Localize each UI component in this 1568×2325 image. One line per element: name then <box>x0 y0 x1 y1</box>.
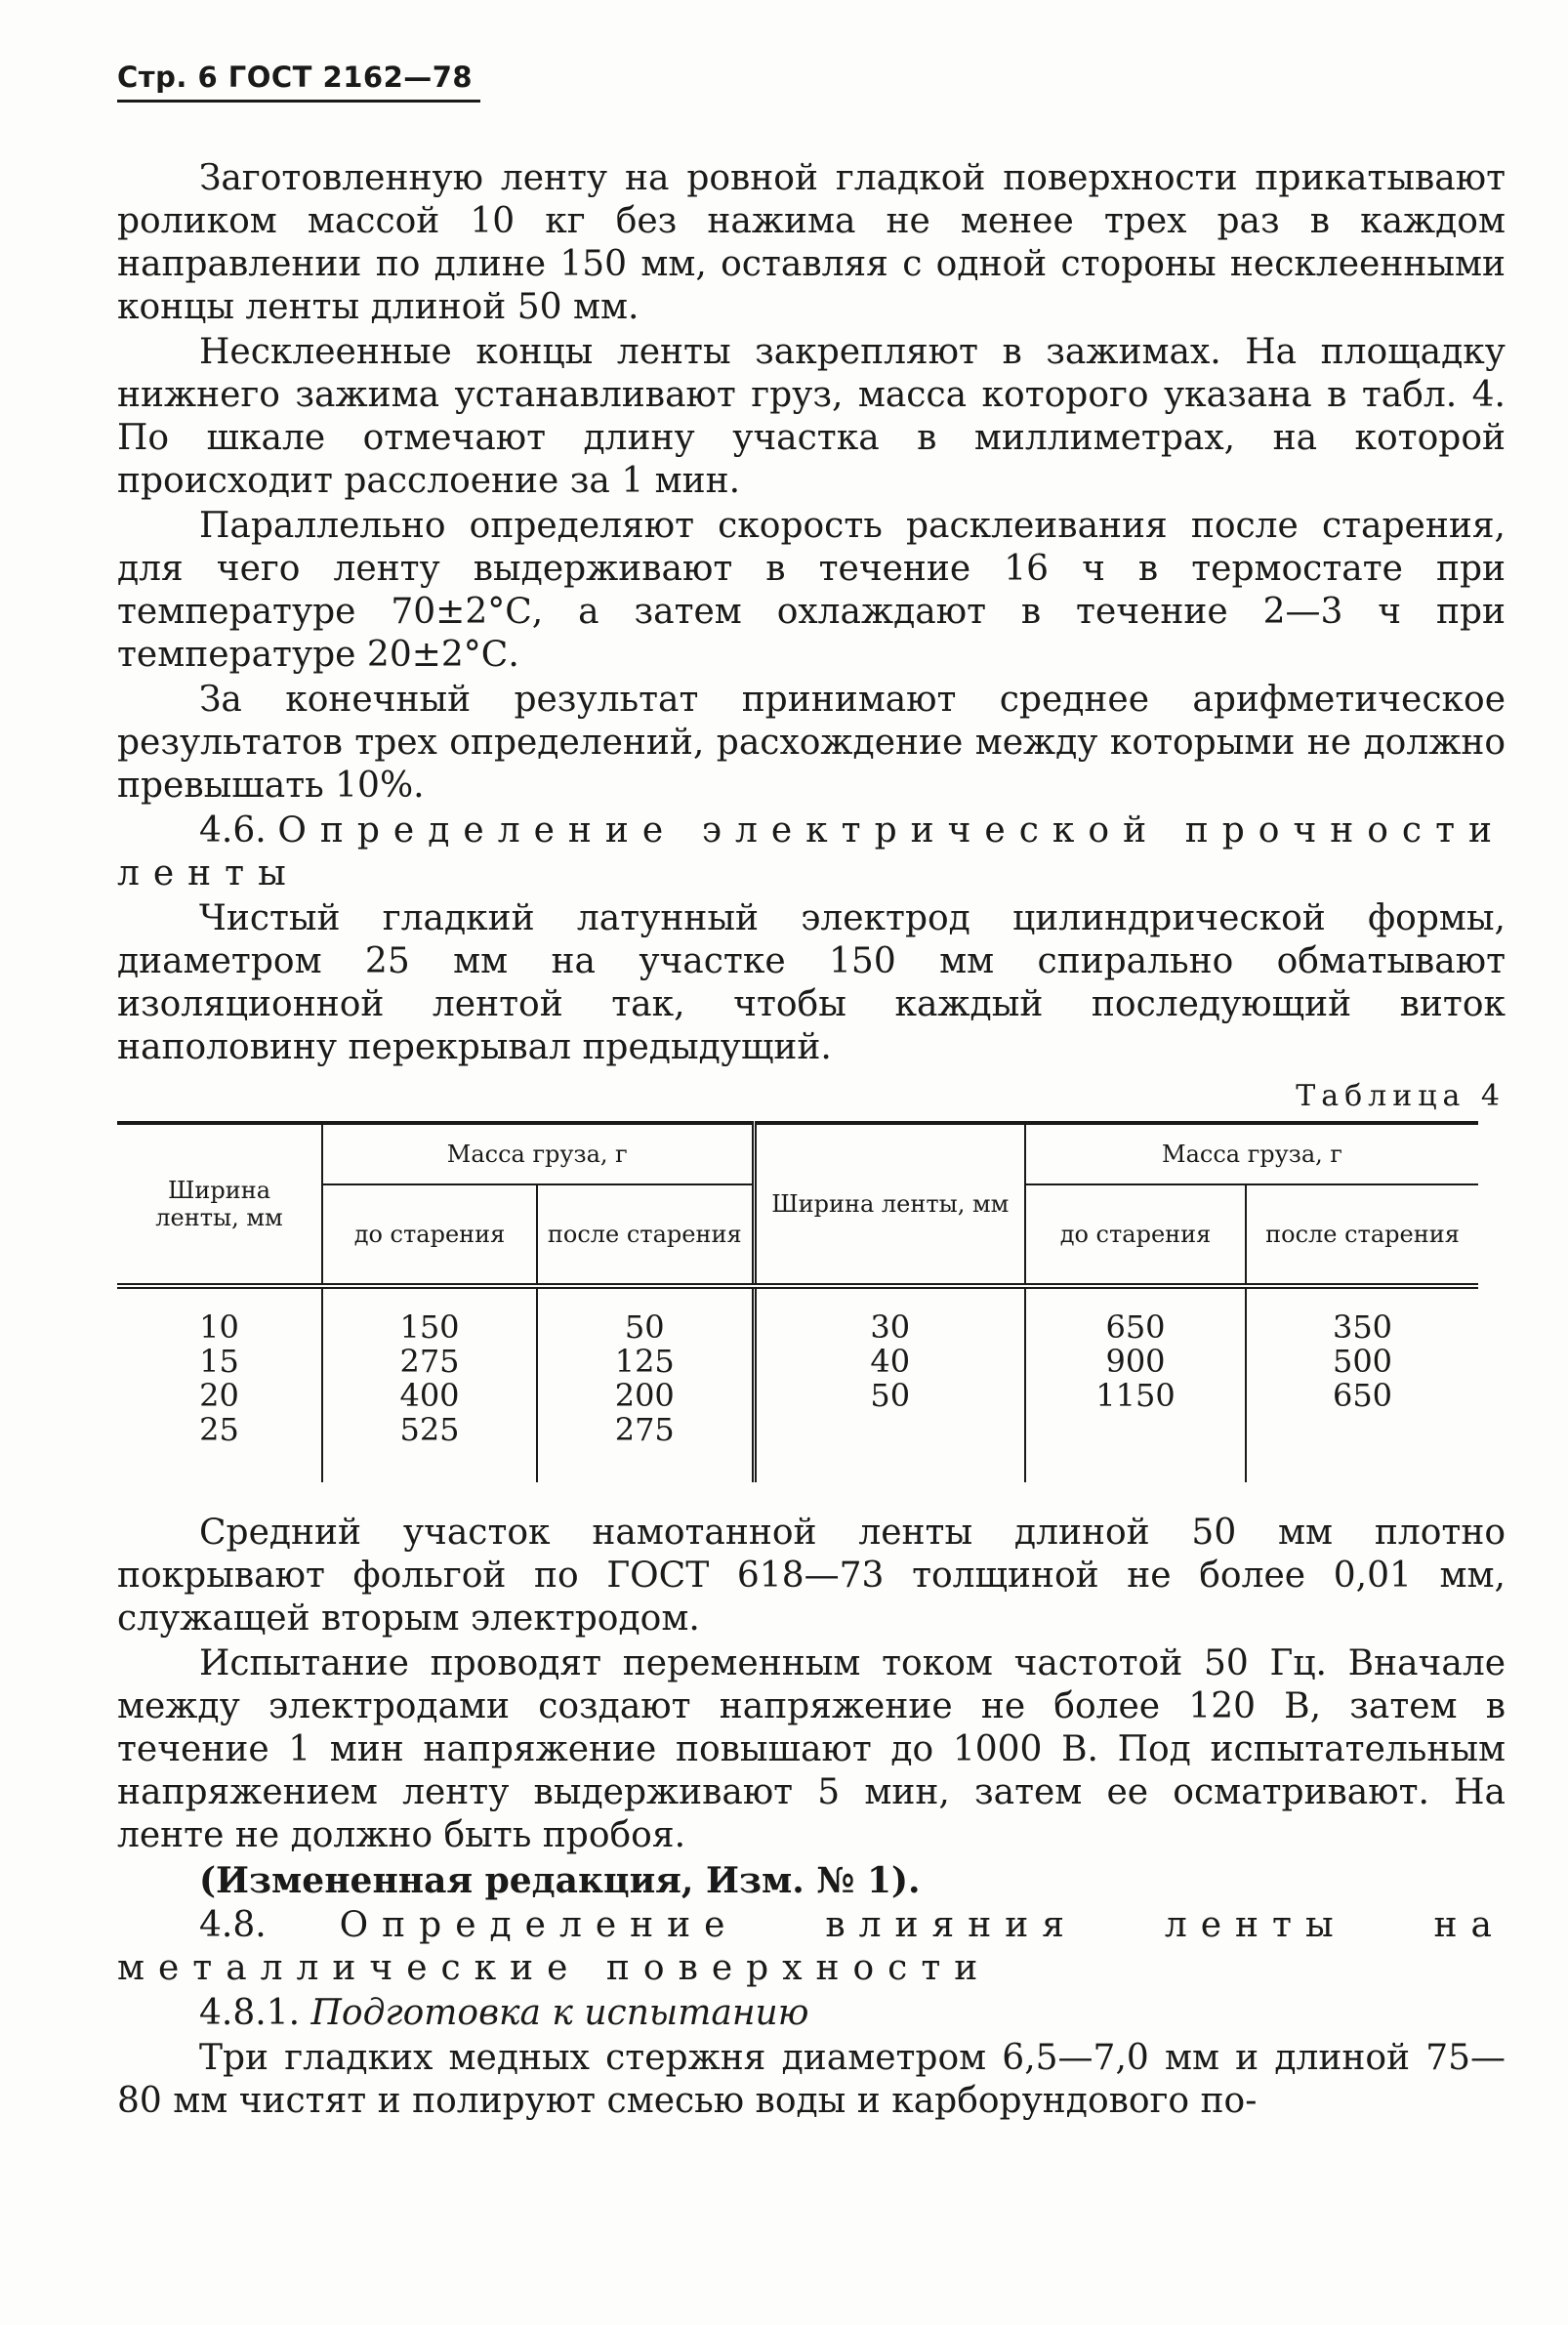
col-header-width: Ширина ленты, мм <box>155 1177 283 1231</box>
width-values-right <box>754 1286 1025 1482</box>
table-cell: 900 <box>1105 1343 1166 1380</box>
section-number: 4.8.1. <box>199 1993 301 2033</box>
table-cell: 30 <box>870 1308 911 1346</box>
page-header-title: Стр. 6 ГОСТ 2162—78 <box>117 61 474 94</box>
table-cell: 1150 <box>1095 1377 1176 1414</box>
table-cell: 10 <box>199 1308 239 1346</box>
col-header-mass: Масса груза, г <box>1025 1123 1478 1184</box>
table-cell: 650 <box>1105 1308 1166 1346</box>
paragraph: Заготовленную ленту на ровной гладкой поверхности прикатывают роликом массой 10 кг без нажима не менее трех раз в каждом направлении по длине 150 мм, оставляя с одной стороны несклеенными концы ленты длиной 50 мм. <box>117 158 1506 327</box>
table-4 <box>117 1121 1478 1482</box>
section-number: 4.6. <box>199 810 267 851</box>
subsection-heading-4-8-1 <box>117 1992 1506 2035</box>
table-cell: 650 <box>1332 1377 1393 1414</box>
paragraph: Испытание проводят переменным током частотой 50 Гц. Вначале между электродами создают напряжение не более 120 В, затем в течение 1 мин напряжение повышают до 1000 В. Под испытательным напряжением ленту выдерживают 5 мин, затем ее осматривают. На ленте не должно быть пробоя. <box>117 1643 1506 1855</box>
body-text-top <box>117 157 1506 1069</box>
col-header-mass: Масса груза, г <box>322 1123 754 1184</box>
paragraph: Три гладких медных стержня диаметром 6,5—7,0 мм и длиной 75—80 мм чистят и полируют смесью воды и карборундового по- <box>117 2038 1506 2121</box>
document-page <box>117 61 1506 2125</box>
after-values-left <box>537 1286 754 1482</box>
section-number: 4.8. <box>199 1905 267 1945</box>
section-heading-4-8 <box>117 1904 1506 1990</box>
paragraph: Средний участок намотанной ленты длиной 50 мм плотно покрывают фольгой по ГОСТ 618—73 толщиной не более 0,01 мм, служащей вторым электродом. <box>117 1513 1506 1639</box>
body-text-bottom <box>117 1512 1506 2123</box>
table-cell: 125 <box>614 1343 675 1380</box>
table-cell: 525 <box>399 1411 460 1448</box>
before-values-left <box>322 1286 537 1482</box>
section-heading-4-6 <box>117 810 1506 895</box>
paragraph: За конечный результат принимают среднее арифметическое результатов трех определений, расхождение между которыми не должно превышать 10%. <box>117 680 1506 806</box>
table-cell: 40 <box>870 1343 911 1380</box>
table-cell: 150 <box>399 1308 460 1346</box>
table-cell: 275 <box>399 1343 460 1380</box>
amendment-note: (Измененная редакция, Изм. № 1). <box>199 1860 921 1901</box>
table-caption: Таблица 4 <box>1296 1079 1506 1113</box>
paragraph: Несклеенные концы ленты закрепляют в зажимах. На площадку нижнего зажима устанавливают груз, масса которого указана в табл. 4. По шкале отмечают длину участка в миллиметрах, на которой происходит расслоение за 1 мин. <box>117 332 1506 501</box>
table-row <box>117 1286 1478 1482</box>
after-values-right <box>1246 1286 1478 1482</box>
table-cell: 500 <box>1332 1343 1393 1380</box>
paragraph: Чистый гладкий латунный электрод цилиндрической формы, диаметром 25 мм на участке 150 мм спирально обматывают изоляционной лентой так, чтобы каждый последующий виток наполовину перекрывал предыдущий. <box>117 898 1506 1067</box>
page-header <box>117 61 480 103</box>
section-title: Подготовка к испытанию <box>310 1993 809 2033</box>
col-header-after: после старения <box>537 1184 754 1286</box>
table-cell: 275 <box>614 1411 675 1448</box>
table-cell: 350 <box>1332 1308 1393 1346</box>
table-cell: 25 <box>199 1411 239 1448</box>
table-cell: 200 <box>614 1377 675 1414</box>
col-header-after: после старения <box>1246 1184 1478 1286</box>
section-title: Определение электрической прочности ленты <box>117 810 1506 893</box>
section-title: Определение влияния ленты на металлические поверхности <box>117 1905 1506 1988</box>
before-values-right <box>1025 1286 1246 1482</box>
table-cell: 20 <box>199 1377 239 1414</box>
col-header-before: до старения <box>1025 1184 1246 1286</box>
table-cell: 400 <box>399 1377 460 1414</box>
col-header-before: до старения <box>322 1184 537 1286</box>
width-values-left <box>117 1286 322 1482</box>
table-cell: 50 <box>624 1308 665 1346</box>
paragraph: Параллельно определяют скорость расклеивания после старения, для чего ленту выдерживают в течение 16 ч в термостате при температуре 70±2°С, а затем охлаждают в течение 2—3 ч при температуре 20±2°С. <box>117 506 1506 675</box>
table-cell: 50 <box>870 1377 911 1414</box>
table-cell: 15 <box>199 1343 239 1380</box>
col-header-width: Ширина ленты, мм <box>754 1123 1025 1286</box>
